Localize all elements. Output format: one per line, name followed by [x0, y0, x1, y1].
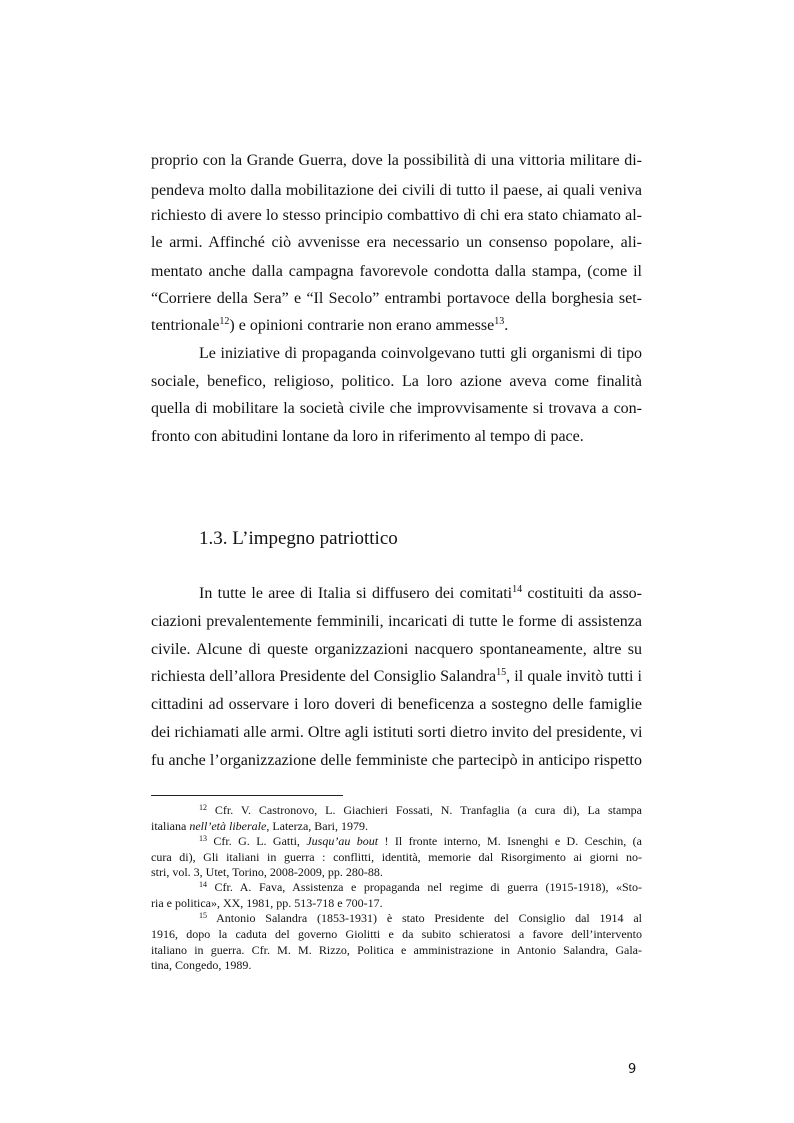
footnote-line: italiano in guerra. Cfr. M. M. Rizzo, Politica e amministrazione in Antonio Salandra, Gala- — [151, 943, 642, 957]
body-line: le armi. Affinché ciò avvenisse era necessario un consenso popolare, ali- — [151, 234, 642, 251]
footnote-separator — [151, 795, 343, 796]
body-line: pendeva molto dalla mobilitazione dei civili di tutto il paese, ai quali veniva — [151, 182, 642, 199]
body-line: civile. Alcune di queste organizzazioni nacquero spontaneamente, altre su — [151, 641, 642, 658]
footnote-line: stri, vol. 3, Utet, Torino, 2008-2009, pp. 280-88. — [151, 865, 383, 879]
body-line: richiesta dell’allora Presidente del Consiglio Salandra$^{15}$, il quale invitò tutti i — [151, 667, 643, 685]
body-line: ciazioni prevalentemente femminili, incaricati di tutte le forme di assistenza — [151, 613, 642, 630]
body-line: richiesto di avere lo stesso principio combattivo di chi era stato chiamato al- — [151, 207, 642, 224]
body-line: In tutte le aree di Italia si diffusero dei comitati$^{14}$ costituiti da asso- — [199, 584, 643, 602]
body-line: fronto con abitudini lontane da loro in riferimento al tempo di pace. — [151, 428, 584, 445]
footnote-line: italiana nell’età liberale, Laterza, Bari, 1979. — [151, 819, 368, 833]
footnote-ref: 14 — [512, 584, 523, 595]
footnote-line: cura di), Gli italiani in guerra : conflitti, identità, memorie dal Risorgimento ai giorni no- — [151, 850, 642, 864]
body-line: dei richiamati alle armi. Oltre agli istituti sorti dietro invito del presidente, vi — [151, 724, 643, 741]
section-heading: 1.3. L’impegno patriottico — [199, 528, 398, 549]
body-line: fu anche l’organizzazione delle femministe che partecipò in anticipo rispetto — [151, 752, 642, 769]
body-line: Le iniziative di propaganda coinvolgevano tutti gli organismi di tipo — [199, 345, 642, 362]
body-line: sociale, benefico, religioso, politico. La loro azione aveva come finalità — [151, 373, 642, 390]
body-line: proprio con la Grande Guerra, dove la possibilità di una vittoria militare di- — [151, 152, 642, 169]
footnote-line: tina, Congedo, 1989. — [151, 958, 252, 972]
footnote-15: $^{15}$ Antonio Salandra (1853-1931) è stato Presidente del Consiglio dal 1914 al — [199, 911, 643, 925]
footnote-12: $^{12}$ Cfr. V. Castronovo, L. Giachieri Fossati, N. Tranfaglia (a cura di), La stampa — [199, 803, 642, 817]
page-number: 9 — [628, 1062, 637, 1077]
body-line: quella di mobilitare la società civile che improvvisamente si trovava a con- — [151, 400, 642, 417]
footnote-ref: 15 — [496, 667, 507, 678]
footnote-ref: 12 — [219, 316, 230, 327]
footnote-line: 1916, dopo la caduta del governo Giolitti e da subito schieratosi a favore dell’intervento — [151, 927, 642, 941]
footnote-ref: 13 — [494, 316, 505, 327]
body-line: tentrionale$^{12}$) e opinioni contrarie non erano ammesse$^{13}$. — [151, 316, 509, 334]
footnote-13: $^{13}$ Cfr. G. L. Gatti, Jusqu’au bout ! Il fronte interno, M. Isnenghi e D. Ceschin, (a — [199, 834, 642, 848]
body-line: mentato anche dalla campagna favorevole condotta dalla stampa, (come il — [151, 263, 642, 280]
footnote-14: $^{14}$ Cfr. A. Fava, Assistenza e propaganda nel regime di guerra (1915-1918), «Sto- — [199, 880, 643, 894]
body-line: “Corriere della Sera” e “Il Secolo” entrambi portavoce della borghesia set- — [151, 290, 642, 307]
body-line: cittadini ad osservare i loro doveri di beneficenza a sostegno delle famiglie — [151, 696, 642, 713]
footnote-line: ria e politica», XX, 1981, pp. 513-718 e 700-17. — [151, 896, 383, 910]
